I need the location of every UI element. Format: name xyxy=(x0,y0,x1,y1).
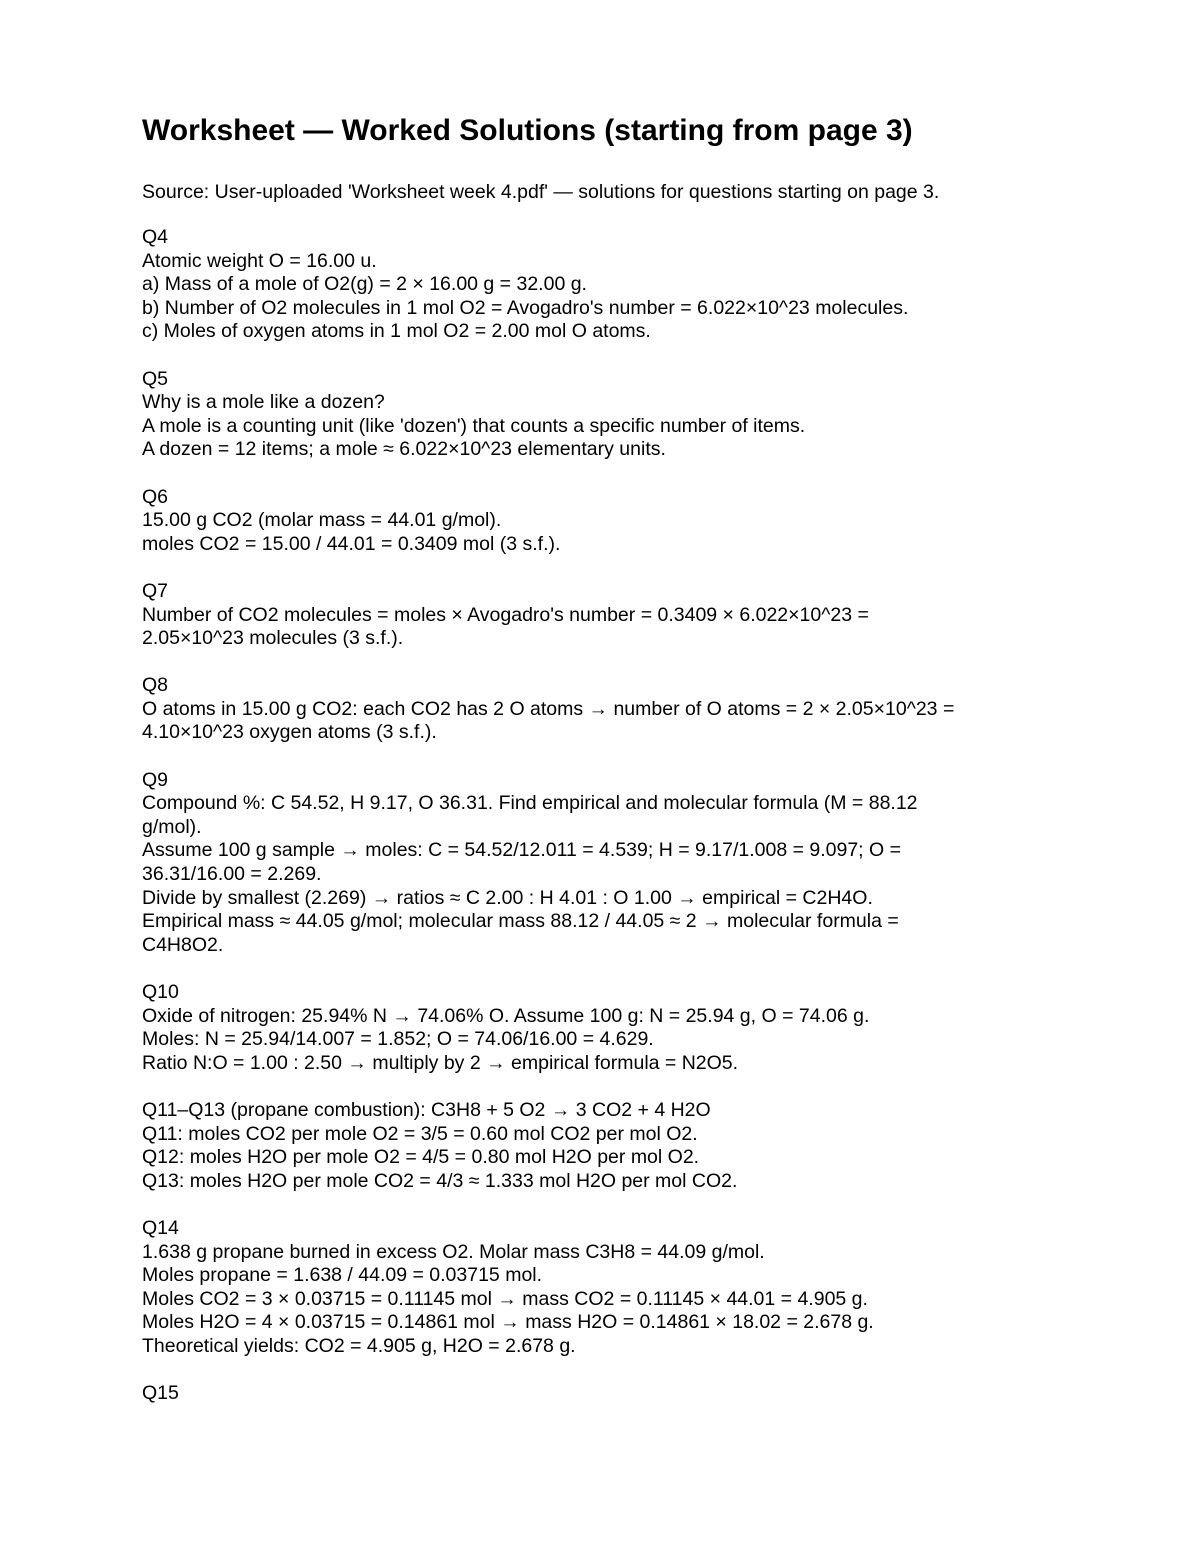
solution-line: A mole is a counting unit (like 'dozen') that counts a specific number of items. xyxy=(142,414,806,437)
question-block-q9 xyxy=(142,769,1062,958)
page-title: Worksheet — Worked Solutions (starting from page 3) xyxy=(142,114,913,147)
question-block-q8 xyxy=(142,674,1062,745)
solution-line: a) Mass of a mole of O2(g) = 2 × 16.00 g = 32.00 g. xyxy=(142,273,587,296)
solution-line: A dozen = 12 items; a mole ≈ 6.022×10^23 elementary units. xyxy=(142,438,666,461)
question-heading: Q5 xyxy=(142,367,169,390)
source-note: Source: User-uploaded 'Worksheet week 4.pdf' — solutions for questions starting on page 3. xyxy=(142,181,940,203)
solution-line: Why is a mole like a dozen? xyxy=(142,391,385,414)
solution-line: 2.05×10^23 molecules (3 s.f.). xyxy=(142,627,404,650)
question-heading: Q9 xyxy=(142,768,169,791)
question-heading: Q8 xyxy=(142,674,169,697)
question-block-q10 xyxy=(142,981,1062,1075)
question-block-q7 xyxy=(142,580,1062,651)
question-block-q6 xyxy=(142,486,1062,557)
solution-line: Q13: moles H2O per mole CO2 = 4/3 ≈ 1.333 mol H2O per mol CO2. xyxy=(142,1169,738,1192)
solution-line: Oxide of nitrogen: 25.94% N → 74.06% O. Assume 100 g: N = 25.94 g, O = 74.06 g. xyxy=(142,1004,870,1027)
solution-line: b) Number of O2 molecules in 1 mol O2 = Avogadro's number = 6.022×10^23 molecules. xyxy=(142,296,909,319)
question-heading: Q7 xyxy=(142,579,169,602)
question-heading: Q15 xyxy=(142,1382,179,1405)
solution-line: 36.31/16.00 = 2.269. xyxy=(142,863,322,886)
solution-line: g/mol). xyxy=(142,815,202,838)
question-heading: Q14 xyxy=(142,1216,179,1239)
solution-line: Moles propane = 1.638 / 44.09 = 0.03715 mol. xyxy=(142,1264,543,1287)
solution-line: Q11: moles CO2 per mole O2 = 3/5 = 0.60 mol CO2 per mol O2. xyxy=(142,1122,698,1145)
question-block-q4 xyxy=(142,226,1062,344)
solution-line: O atoms in 15.00 g CO2: each CO2 has 2 O atoms → number of O atoms = 2 × 2.05×10^23 = xyxy=(142,697,955,720)
solution-line: Q12: moles H2O per mole O2 = 4/5 = 0.80 mol H2O per mol O2. xyxy=(142,1146,700,1169)
solution-line: Moles CO2 = 3 × 0.03715 = 0.11145 mol → mass CO2 = 0.11145 × 44.01 = 4.905 g. xyxy=(142,1287,868,1310)
solution-line: Ratio N:O = 1.00 : 2.50 → multiply by 2 → empirical formula = N2O5. xyxy=(142,1051,739,1074)
solution-line: 1.638 g propane burned in excess O2. Molar mass C3H8 = 44.09 g/mol. xyxy=(142,1240,765,1263)
solution-line: Theoretical yields: CO2 = 4.905 g, H2O = 2.678 g. xyxy=(142,1334,576,1357)
solution-line: 4.10×10^23 oxygen atoms (3 s.f.). xyxy=(142,721,437,744)
solution-line: Compound %: C 54.52, H 9.17, O 36.31. Find empirical and molecular formula (M = 88.12 xyxy=(142,792,918,815)
question-block-q11-q13 xyxy=(142,1099,1062,1193)
solution-line: moles CO2 = 15.00 / 44.01 = 0.3409 mol (3 s.f.). xyxy=(142,532,561,555)
solution-line: Number of CO2 molecules = moles × Avogadro's number = 0.3409 × 6.022×10^23 = xyxy=(142,603,869,626)
solution-line: 15.00 g CO2 (molar mass = 44.01 g/mol). xyxy=(142,509,502,532)
question-heading: Q4 xyxy=(142,226,169,248)
solution-line: Empirical mass ≈ 44.05 g/mol; molecular mass 88.12 / 44.05 ≈ 2 → molecular formula = xyxy=(142,910,899,933)
solution-line: Assume 100 g sample → moles: C = 54.52/12.011 = 4.539; H = 9.17/1.008 = 9.097; O = xyxy=(142,839,901,862)
solution-line: Moles: N = 25.94/14.007 = 1.852; O = 74.06/16.00 = 4.629. xyxy=(142,1028,654,1051)
solution-line: Divide by smallest (2.269) → ratios ≈ C 2.00 : H 4.01 : O 1.00 → empirical = C2H4O. xyxy=(142,886,873,909)
question-heading: Q10 xyxy=(142,981,179,1003)
question-block-q15 xyxy=(142,1382,1062,1406)
solution-line: Atomic weight O = 16.00 u. xyxy=(142,249,377,272)
question-block-q5 xyxy=(142,368,1062,462)
solutions-body xyxy=(142,226,1062,1429)
question-block-q14 xyxy=(142,1217,1062,1359)
solution-line: Moles H2O = 4 × 0.03715 = 0.14861 mol → mass H2O = 0.14861 × 18.02 = 2.678 g. xyxy=(142,1311,874,1334)
solution-line: C4H8O2. xyxy=(142,933,224,956)
solution-line: c) Moles of oxygen atoms in 1 mol O2 = 2.00 mol O atoms. xyxy=(142,320,651,343)
question-heading: Q11–Q13 (propane combustion): C3H8 + 5 O2 → 3 CO2 + 4 H2O xyxy=(142,1098,711,1121)
question-heading: Q6 xyxy=(142,485,169,508)
